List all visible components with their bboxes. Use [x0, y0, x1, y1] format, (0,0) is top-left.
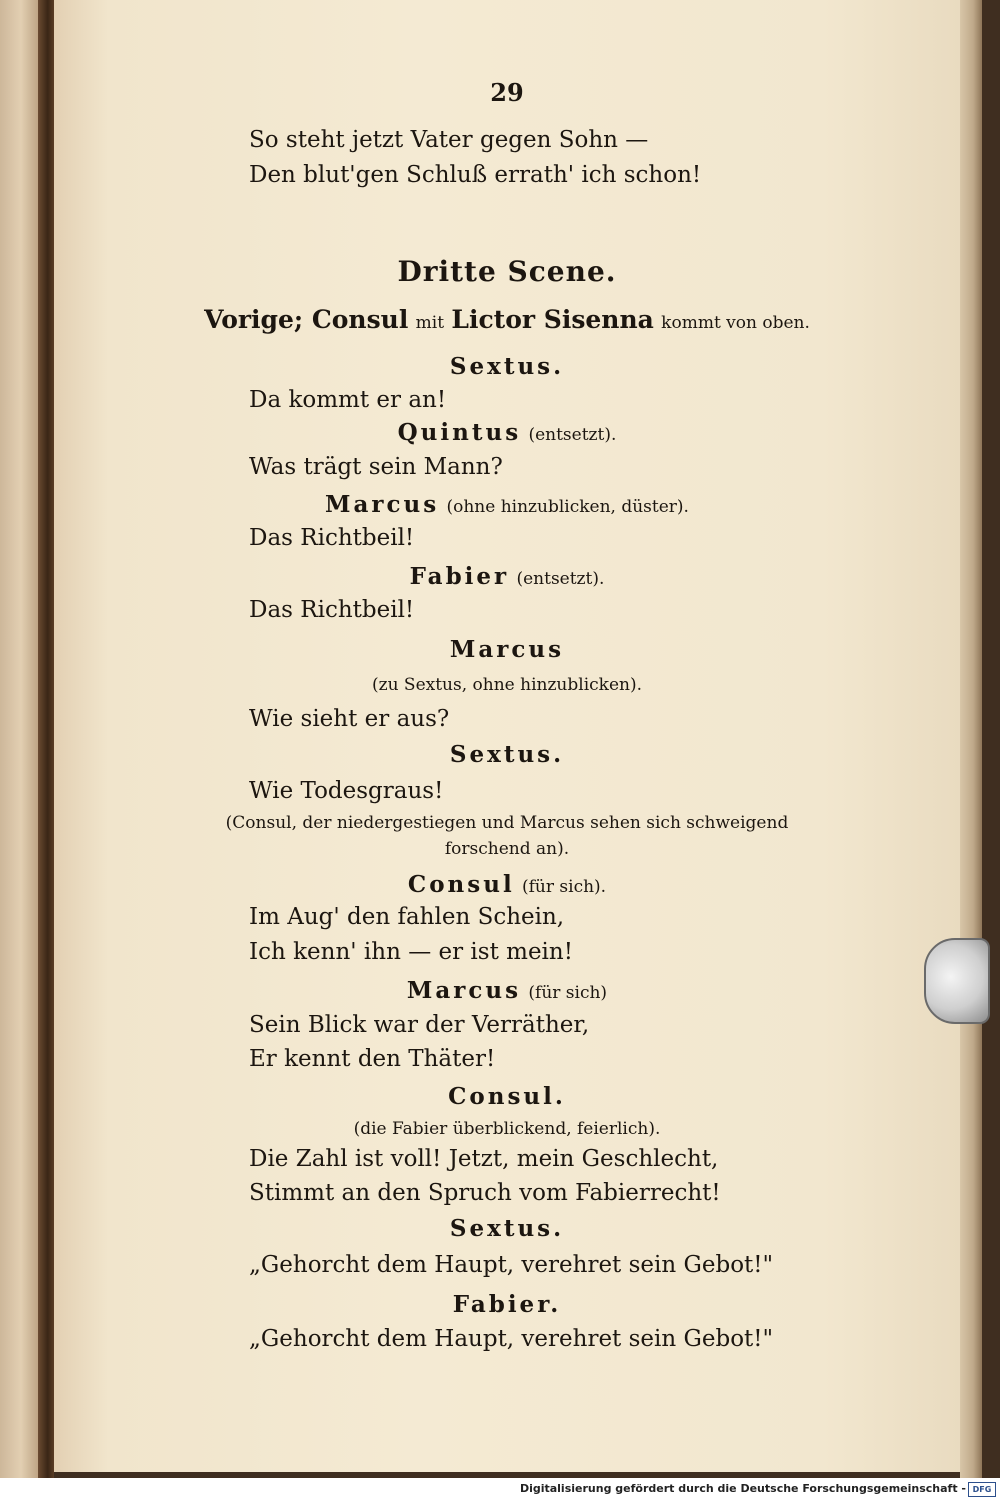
- page-number: 29: [490, 78, 524, 107]
- scene-heading: Dritte Scene.: [397, 255, 617, 288]
- stage-direction: (entsetzt).: [516, 569, 605, 589]
- dialogue-line: Sein Blick war der Verräther,: [249, 1012, 590, 1038]
- speaker-name: Sextus.: [449, 741, 565, 768]
- page-edge: [960, 0, 982, 1478]
- stage-direction: (die Fabier überblickend, feierlich).: [353, 1119, 661, 1139]
- stage-direction: (zu Sextus, ohne hinzublicken).: [371, 675, 642, 695]
- speaker-name: Consul: [407, 871, 515, 898]
- dialogue-line: Was trägt sein Mann?: [249, 454, 503, 480]
- dialogue-line: Da kommt er an!: [249, 387, 447, 413]
- speaker-name: Marcus: [325, 491, 440, 518]
- speaker-name: Fabier: [409, 563, 510, 590]
- dialogue-line: Ich kenn' ihn — er ist mein!: [249, 939, 573, 965]
- book-gutter: [38, 0, 54, 1478]
- speaker-name: Consul.: [448, 1083, 566, 1110]
- speaker-line: [54, 976, 960, 1008]
- dialogue-line: „Gehorcht dem Haupt, verehret sein Gebot!": [249, 1326, 774, 1352]
- footer-bar: [0, 1478, 1000, 1499]
- verse-line: Den blut'gen Schluß errath' ich schon!: [249, 162, 702, 188]
- stage-direction: forschend an).: [444, 839, 570, 859]
- entrance-characters: Vorige; Consul: [204, 305, 409, 334]
- stage-direction: (Consul, der niedergestiegen und Marcus sehen sich schweigend: [225, 813, 789, 833]
- speaker-line: [54, 490, 960, 522]
- speaker-name: Marcus: [406, 977, 522, 1004]
- dialogue-line: Das Richtbeil!: [249, 525, 415, 551]
- left-page-edge: [0, 0, 38, 1478]
- dialogue-line: Wie sieht er aus?: [249, 706, 450, 732]
- stage-direction: (für sich): [528, 983, 608, 1003]
- speaker-line: [54, 418, 960, 450]
- speaker-name: Sextus.: [449, 1215, 565, 1242]
- speaker-name: Fabier.: [452, 1291, 562, 1318]
- entrance-note: kommt von oben.: [661, 313, 810, 333]
- entrance-direction: [54, 305, 960, 338]
- speaker-line: [54, 870, 960, 902]
- dialogue-line: „Gehorcht dem Haupt, verehret sein Gebot!": [249, 1252, 774, 1278]
- speaker-line: [54, 562, 960, 594]
- stage-direction: (ohne hinzublicken, düster).: [446, 497, 689, 517]
- speaker-name: Quintus: [397, 419, 522, 446]
- book-page: [54, 0, 960, 1472]
- dialogue-line: Im Aug' den fahlen Schein,: [249, 904, 565, 930]
- stage-direction: (für sich).: [522, 877, 607, 897]
- dialogue-line: Wie Todesgraus!: [249, 778, 444, 804]
- speaker-name: Sextus.: [449, 353, 565, 380]
- footer-text: Digitalisierung gefördert durch die Deutsche Forschungsgemeinschaft -: [519, 1482, 966, 1495]
- stage-direction: (entsetzt).: [528, 425, 617, 445]
- entrance-lictor: Lictor Sisenna: [451, 305, 654, 334]
- dialogue-line: Die Zahl ist voll! Jetzt, mein Geschlecht,: [249, 1146, 719, 1172]
- page-clip: [924, 938, 990, 1024]
- speaker-name: Marcus: [449, 636, 565, 663]
- entrance-word: mit: [415, 313, 445, 333]
- dialogue-line: Er kennt den Thäter!: [249, 1046, 496, 1072]
- dfg-logo-icon: DFG: [968, 1482, 996, 1497]
- dialogue-line: Stimmt an den Spruch vom Fabierrecht!: [249, 1180, 721, 1206]
- verse-line: So steht jetzt Vater gegen Sohn —: [249, 127, 649, 153]
- dialogue-line: Das Richtbeil!: [249, 597, 415, 623]
